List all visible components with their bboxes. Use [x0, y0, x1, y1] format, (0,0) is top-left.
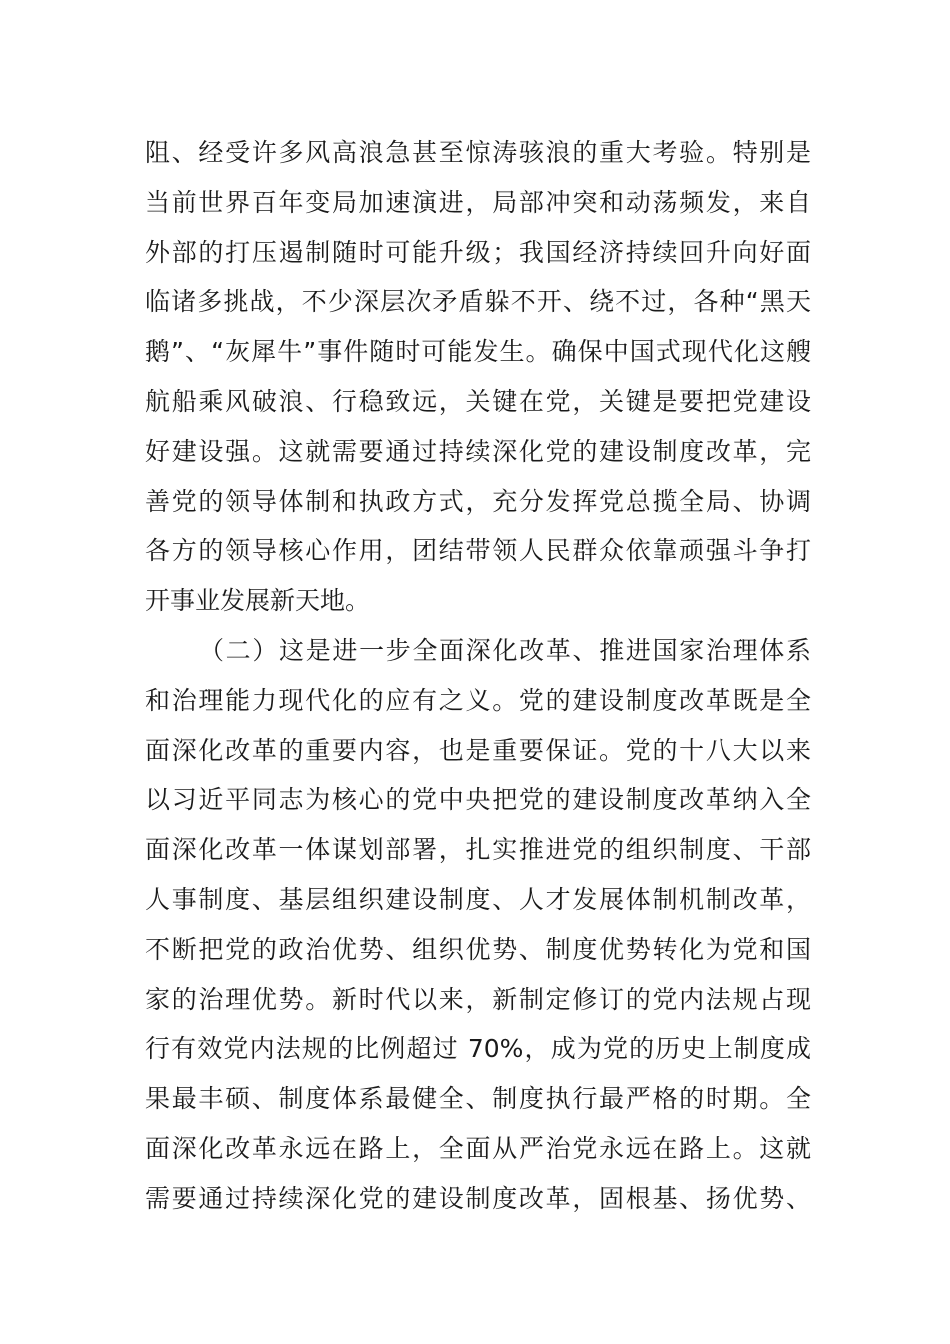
text-line: 需要通过持续深化党的建设制度改革，固根基、扬优势、	[145, 1183, 811, 1213]
document-body	[145, 128, 811, 1224]
text-line: 鹅”、“灰犀牛”事件随时可能发生。确保中国式现代化这艘	[145, 337, 811, 367]
text-line: 行有效党内法规的比例超过 70%，成为党的历史上制度成	[145, 1034, 811, 1064]
text-line: 开事业发展新天地。	[145, 586, 371, 616]
text-line: 外部的打压遏制随时可能升级；我国经济持续回升向好面	[145, 237, 811, 267]
paragraph-1	[145, 128, 811, 626]
text-line: 面深化改革一体谋划部署，扎实推进党的组织制度、干部	[145, 835, 811, 865]
text-line: 当前世界百年变局加速演进，局部冲突和动荡频发，来自	[145, 187, 811, 217]
text-line: 和治理能力现代化的应有之义。党的建设制度改革既是全	[145, 685, 811, 715]
text-line: 家的治理优势。新时代以来，新制定修订的党内法规占现	[145, 984, 811, 1014]
text-line: 善党的领导体制和执政方式，充分发挥党总揽全局、协调	[145, 486, 811, 516]
text-line: 果最丰硕、制度体系最健全、制度执行最严格的时期。全	[145, 1084, 811, 1114]
paragraph-2	[145, 626, 811, 1224]
text-line: 不断把党的政治优势、组织优势、制度优势转化为党和国	[145, 934, 811, 964]
text-line: 阻、经受许多风高浪急甚至惊涛骇浪的重大考验。特别是	[145, 138, 811, 167]
text-line: 好建设强。这就需要通过持续深化党的建设制度改革，完	[145, 436, 811, 466]
text-line: 面深化改革的重要内容，也是重要保证。党的十八大以来	[145, 735, 811, 765]
text-line: 以习近平同志为核心的党中央把党的建设制度改革纳入全	[145, 785, 811, 815]
text-line-first: （二）这是进一步全面深化改革、推进国家治理体系	[199, 635, 811, 665]
text-line: 各方的领导核心作用，团结带领人民群众依靠顽强斗争打	[145, 536, 811, 566]
text-line: 临诸多挑战，不少深层次矛盾躲不开、绕不过，各种“黑天	[145, 287, 811, 317]
text-line: 人事制度、基层组织建设制度、人才发展体制机制改革，	[145, 884, 811, 914]
text-line: 面深化改革永远在路上，全面从严治党永远在路上。这就	[145, 1133, 811, 1163]
text-line: 航船乘风破浪、行稳致远，关键在党，关键是要把党建设	[145, 386, 811, 416]
